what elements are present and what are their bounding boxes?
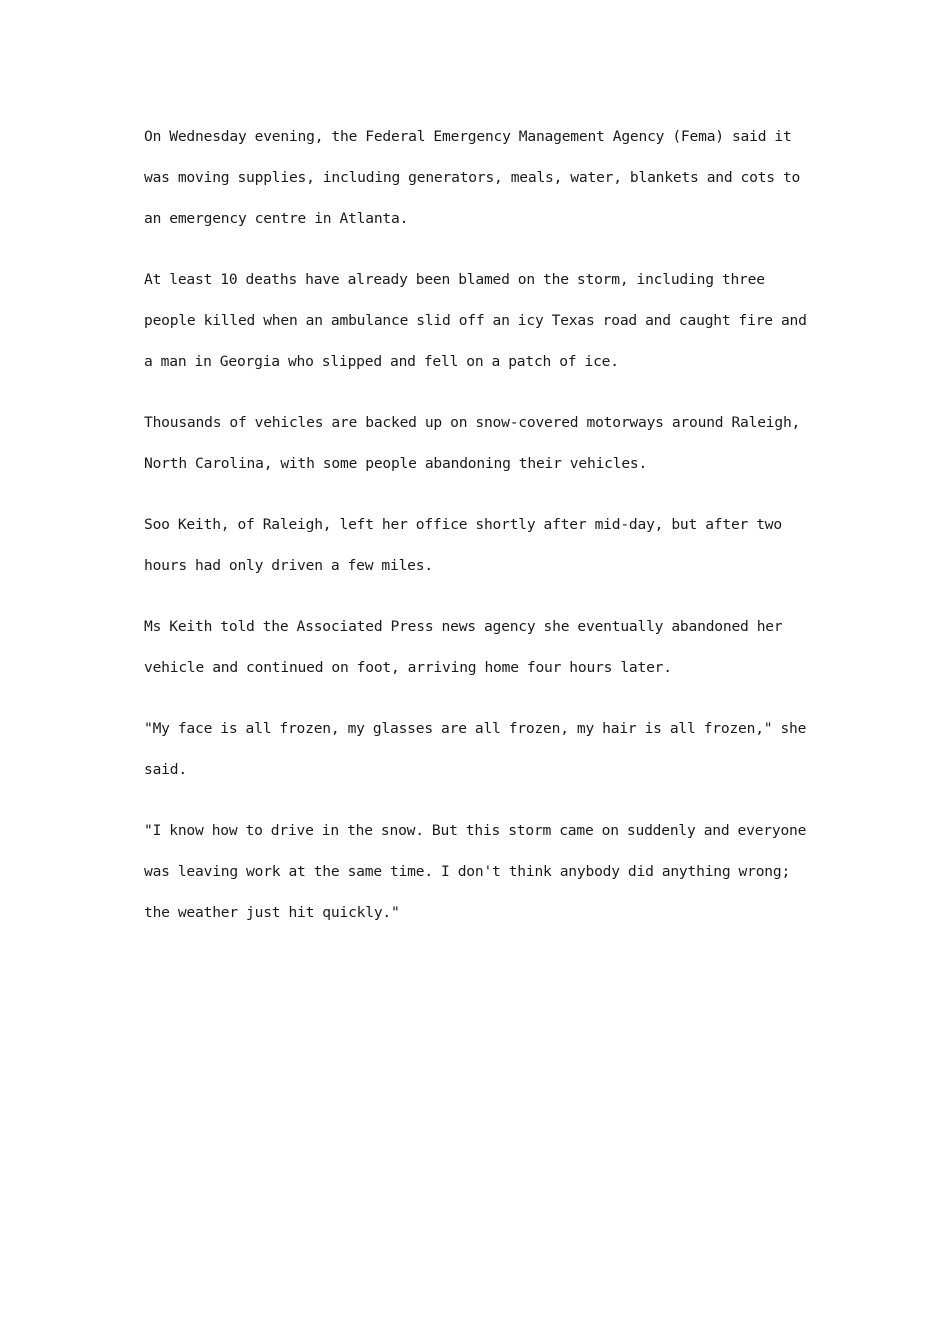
article-body bbox=[144, 116, 814, 953]
paragraph-quote-frozen: "My face is all frozen, my glasses are all frozen, my hair is all frozen," she said. bbox=[144, 720, 807, 778]
paragraph-fema-supplies: On Wednesday evening, the Federal Emergency Management Agency (Fema) said it was moving supplies, including generators, meals, water, blankets and cots to an emergency centre in Atlanta. bbox=[144, 128, 801, 227]
paragraph-soo-keith: Soo Keith, of Raleigh, left her office shortly after mid-day, but after two hours had only driven a few miles. bbox=[144, 516, 782, 574]
paragraph-ms-keith: Ms Keith told the Associated Press news agency she eventually abandoned her vehicle and continued on foot, arriving home four hours later. bbox=[144, 618, 783, 676]
paragraph-vehicles: Thousands of vehicles are backed up on snow-covered motorways around Raleigh, North Carolina, with some people abandoning their vehicles. bbox=[144, 414, 801, 472]
paragraph-deaths: At least 10 deaths have already been blamed on the storm, including three people killed when an ambulance slid off an icy Texas road and caught fire and a man in Georgia who slipped and fell on a patch of ice. bbox=[144, 271, 807, 370]
paragraph-quote-snow: "I know how to drive in the snow. But this storm came on suddenly and everyone was leaving work at the same time. I don't think anybody did anything wrong; the weather just hit quickly." bbox=[144, 822, 807, 921]
